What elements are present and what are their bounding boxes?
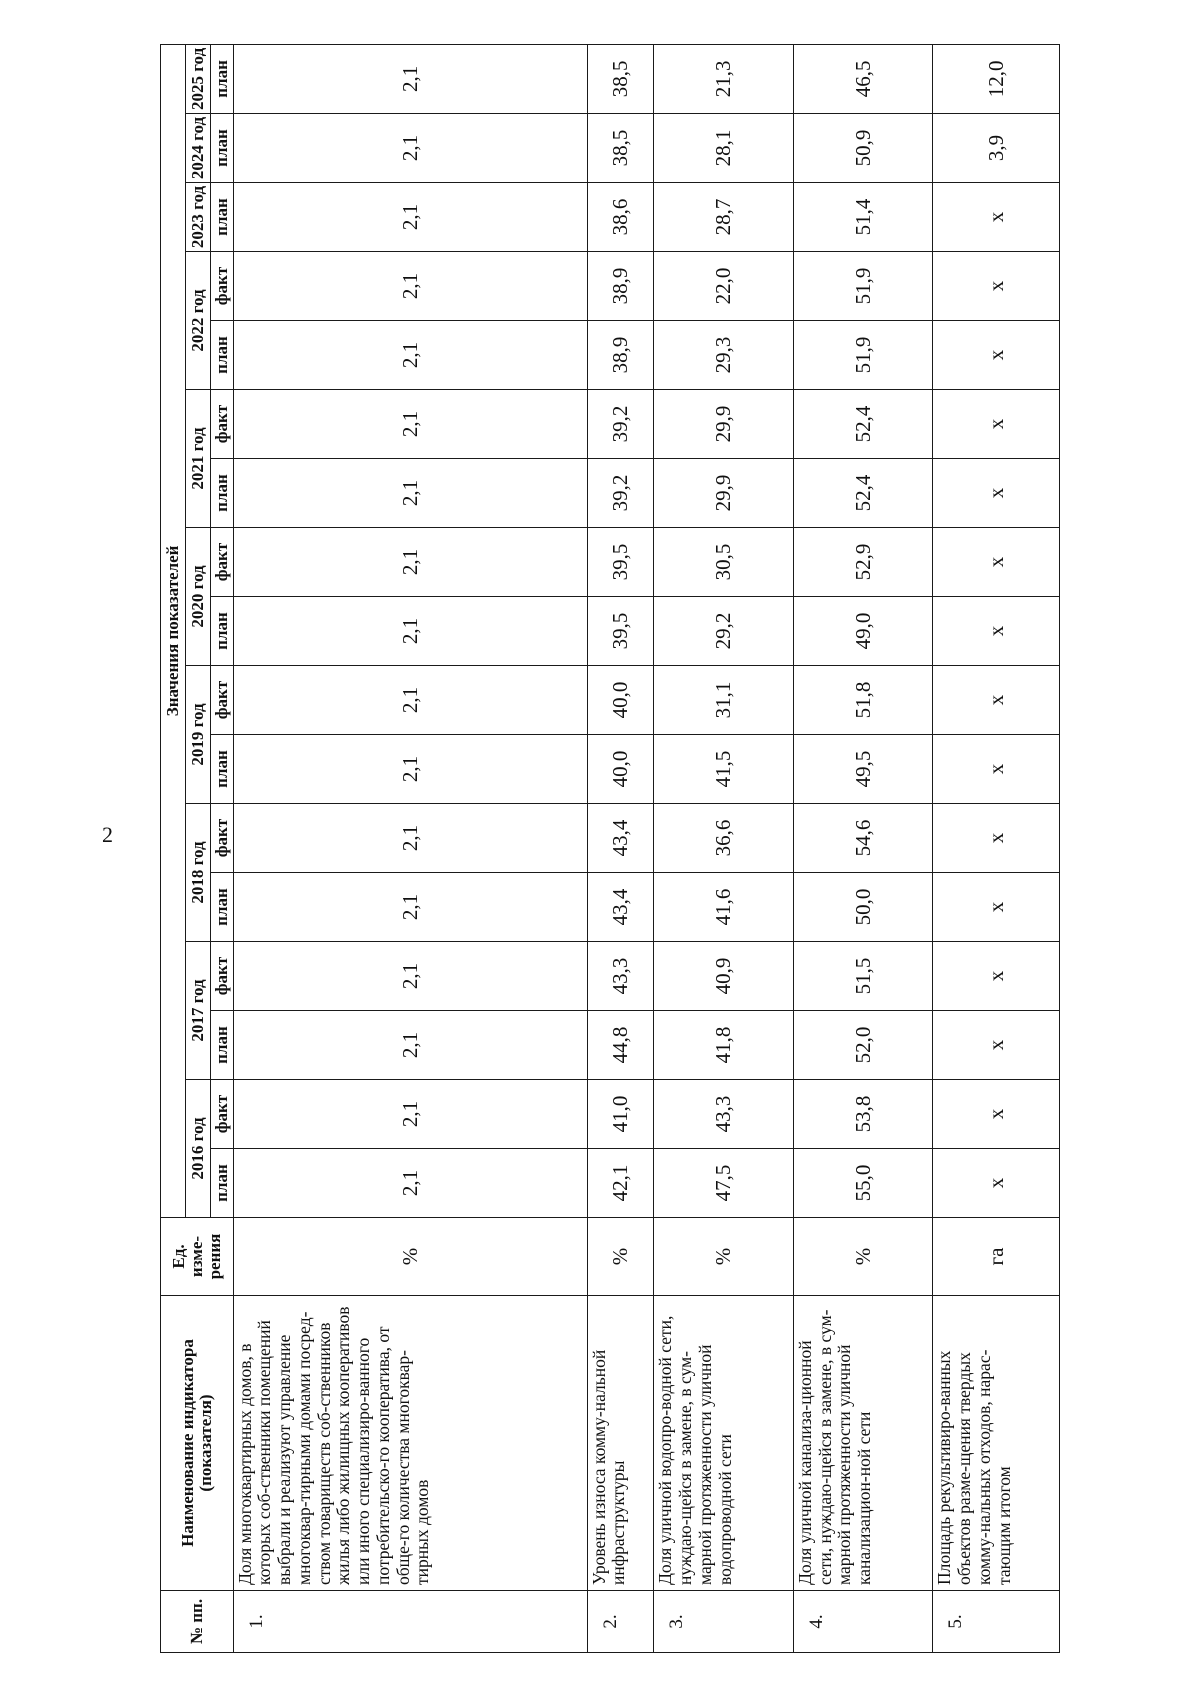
value-cell: 2,1: [233, 252, 587, 321]
row-number: 4.: [793, 1591, 933, 1653]
value-cell: 36,6: [654, 804, 794, 873]
row-number: 3.: [654, 1591, 794, 1653]
value-cell: 38,5: [587, 114, 654, 183]
value-cell: х: [933, 1149, 1060, 1218]
value-cell: 2,1: [233, 114, 587, 183]
header-sub: факт: [210, 252, 233, 321]
value-cell: 29,9: [654, 390, 794, 459]
value-cell: 2,1: [233, 1011, 587, 1080]
header-values-group: Значения показателей: [161, 44, 186, 1217]
indicator-name: Уровень износа комму-нальной инфраструктуры: [587, 1296, 654, 1591]
value-cell: 2,1: [233, 44, 587, 113]
row-number: 1.: [233, 1591, 587, 1653]
value-cell: 41,0: [587, 1080, 654, 1149]
header-sub: план: [210, 873, 233, 942]
header-year: 2017 год: [185, 942, 210, 1080]
header-sub: факт: [210, 390, 233, 459]
header-sub: факт: [210, 1080, 233, 1149]
value-cell: 2,1: [233, 1080, 587, 1149]
header-year: 2018 год: [185, 804, 210, 942]
value-cell: 2,1: [233, 1149, 587, 1218]
value-cell: 2,1: [233, 942, 587, 1011]
value-cell: 50,0: [793, 873, 933, 942]
value-cell: 12,0: [933, 44, 1060, 113]
header-name: Наименование индикатора (показателя): [161, 1296, 234, 1591]
header-year: 2024 год: [185, 114, 210, 183]
value-cell: 28,7: [654, 183, 794, 252]
value-cell: 38,5: [587, 44, 654, 113]
value-cell: 2,1: [233, 597, 587, 666]
value-cell: 50,9: [793, 114, 933, 183]
table-row: [793, 44, 933, 1652]
value-cell: 47,5: [654, 1149, 794, 1218]
value-cell: х: [933, 597, 1060, 666]
value-cell: 29,2: [654, 597, 794, 666]
value-cell: 22,0: [654, 252, 794, 321]
value-cell: 41,8: [654, 1011, 794, 1080]
value-cell: х: [933, 321, 1060, 390]
value-cell: 51,5: [793, 942, 933, 1011]
value-cell: х: [933, 528, 1060, 597]
value-cell: 51,4: [793, 183, 933, 252]
value-cell: 43,3: [654, 1080, 794, 1149]
page-number: 2: [102, 822, 113, 847]
value-cell: 38,9: [587, 252, 654, 321]
unit-cell: га: [933, 1218, 1060, 1296]
value-cell: 2,1: [233, 666, 587, 735]
header-sub: план: [210, 1011, 233, 1080]
value-cell: 2,1: [233, 873, 587, 942]
value-cell: 38,6: [587, 183, 654, 252]
value-cell: 51,9: [793, 252, 933, 321]
value-cell: 2,1: [233, 459, 587, 528]
value-cell: 2,1: [233, 321, 587, 390]
value-cell: 39,5: [587, 528, 654, 597]
header-year: 2022 год: [185, 252, 210, 390]
value-cell: 42,1: [587, 1149, 654, 1218]
value-cell: 41,5: [654, 735, 794, 804]
value-cell: х: [933, 873, 1060, 942]
header-sub: факт: [210, 528, 233, 597]
value-cell: 29,3: [654, 321, 794, 390]
value-cell: 31,1: [654, 666, 794, 735]
header-sub: план: [210, 735, 233, 804]
value-cell: 49,0: [793, 597, 933, 666]
header-row-1: [161, 44, 186, 1652]
value-cell: х: [933, 804, 1060, 873]
value-cell: 2,1: [233, 735, 587, 804]
value-cell: 2,1: [233, 183, 587, 252]
value-cell: х: [933, 252, 1060, 321]
value-cell: 46,5: [793, 44, 933, 113]
header-num: № пп.: [161, 1591, 234, 1653]
value-cell: 38,9: [587, 321, 654, 390]
value-cell: 49,5: [793, 735, 933, 804]
header-unit: Ед. изме-рения: [161, 1218, 234, 1296]
table-row: [233, 44, 587, 1652]
value-cell: 40,0: [587, 666, 654, 735]
unit-cell: %: [793, 1218, 933, 1296]
value-cell: 39,2: [587, 459, 654, 528]
row-number: 2.: [587, 1591, 654, 1653]
header-sub: план: [210, 183, 233, 252]
unit-cell: %: [654, 1218, 794, 1296]
header-sub: план: [210, 321, 233, 390]
unit-cell: %: [233, 1218, 587, 1296]
indicator-name: Доля уличной канализа-ционной сети, нуждаю-щейся в замене, в сум-марной протяженности уличной канализацион-ной сети: [793, 1296, 933, 1591]
value-cell: 55,0: [793, 1149, 933, 1218]
unit-cell: %: [587, 1218, 654, 1296]
header-sub: план: [210, 1149, 233, 1218]
indicator-name: Площадь рекультивиро-ванных объектов разме-щения твердых комму-нальных отходов, нарас-тающим итогом: [933, 1296, 1060, 1591]
value-cell: 43,4: [587, 804, 654, 873]
value-cell: 3,9: [933, 114, 1060, 183]
header-sub: план: [210, 597, 233, 666]
value-cell: 52,0: [793, 1011, 933, 1080]
value-cell: х: [933, 459, 1060, 528]
table-row: [654, 44, 794, 1652]
indicators-table-container: [160, 48, 1060, 1653]
value-cell: 2,1: [233, 528, 587, 597]
header-sub: факт: [210, 942, 233, 1011]
value-cell: 54,6: [793, 804, 933, 873]
value-cell: 41,6: [654, 873, 794, 942]
value-cell: 39,2: [587, 390, 654, 459]
header-year: 2021 год: [185, 390, 210, 528]
value-cell: 2,1: [233, 390, 587, 459]
value-cell: 43,4: [587, 873, 654, 942]
value-cell: х: [933, 666, 1060, 735]
header-year: 2019 год: [185, 666, 210, 804]
header-year: 2023 год: [185, 183, 210, 252]
value-cell: 28,1: [654, 114, 794, 183]
value-cell: 30,5: [654, 528, 794, 597]
value-cell: 51,9: [793, 321, 933, 390]
value-cell: 44,8: [587, 1011, 654, 1080]
value-cell: 40,0: [587, 735, 654, 804]
indicators-table: [160, 44, 1060, 1653]
header-sub: факт: [210, 804, 233, 873]
value-cell: х: [933, 1080, 1060, 1149]
value-cell: 29,9: [654, 459, 794, 528]
table-row: [587, 44, 654, 1652]
header-year: 2020 год: [185, 528, 210, 666]
value-cell: х: [933, 183, 1060, 252]
value-cell: 52,4: [793, 390, 933, 459]
value-cell: 52,4: [793, 459, 933, 528]
value-cell: х: [933, 1011, 1060, 1080]
header-sub: план: [210, 459, 233, 528]
table-row: [933, 44, 1060, 1652]
row-number: 5.: [933, 1591, 1060, 1653]
indicator-name: Доля многоквартирных домов, в которых соб-ственники помещений выбрали и реализуют управление многоквар-тирными домами посред-ством товариществ соб-ственников жилья либо жилищных кооперативов или иного специализиро-ванного потребительско-го кооператива, от обще-го количества многоквар-тирных домов: [233, 1296, 587, 1591]
value-cell: х: [933, 390, 1060, 459]
header-sub: план: [210, 114, 233, 183]
header-sub: план: [210, 44, 233, 113]
value-cell: 53,8: [793, 1080, 933, 1149]
header-sub: факт: [210, 666, 233, 735]
header-year: 2016 год: [185, 1080, 210, 1218]
value-cell: х: [933, 942, 1060, 1011]
value-cell: 43,3: [587, 942, 654, 1011]
value-cell: 51,8: [793, 666, 933, 735]
value-cell: 40,9: [654, 942, 794, 1011]
value-cell: 21,3: [654, 44, 794, 113]
header-year: 2025 год: [185, 44, 210, 113]
indicator-name: Доля уличной водопро-водной сети, нуждаю-щейся в замене, в сум-марной протяженности уличной водопроводной сети: [654, 1296, 794, 1591]
value-cell: 2,1: [233, 804, 587, 873]
value-cell: х: [933, 735, 1060, 804]
value-cell: 39,5: [587, 597, 654, 666]
value-cell: 52,9: [793, 528, 933, 597]
